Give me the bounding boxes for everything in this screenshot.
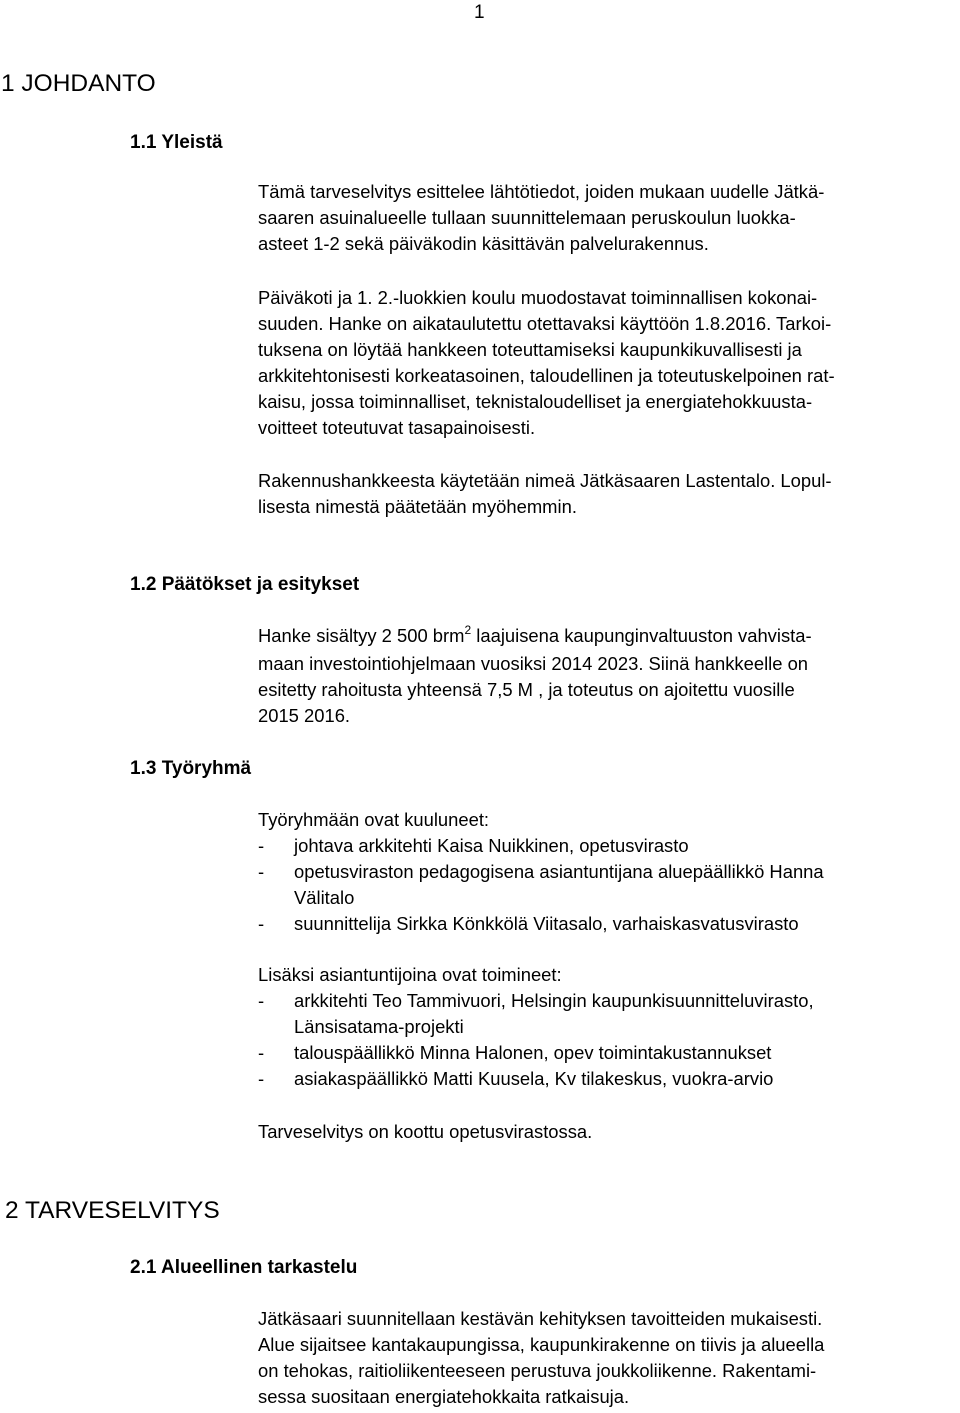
- dash-bullet: -: [258, 1042, 265, 1063]
- text-line: [258, 623, 812, 651]
- dash-bullet: -: [258, 913, 265, 934]
- list-item-text: arkkitehti Teo Tammivuori, Helsingin kaupunkisuunnitteluvirasto,: [294, 990, 814, 1011]
- paragraph-asiantuntijat-intro: Lisäksi asiantuntijoina ovat toimineet:: [258, 964, 562, 985]
- list-item: [258, 1040, 814, 1066]
- text-line: suuden. Hanke on aikataulutettu otettavaksi käyttöön 1.8.2016. Tarkoi-: [258, 313, 832, 334]
- paragraph-paatokset: [258, 623, 812, 729]
- text-line: maan investointiohjelmaan vuosiksi 2014 2023. Siinä hankkeelle on: [258, 653, 809, 674]
- text-line: kaisu, jossa toiminnalliset, teknistaloudelliset ja energiatehokkuusta-: [258, 391, 813, 412]
- list-item-text: johtava arkkitehti Kaisa Nuikkinen, opetusvirasto: [294, 835, 689, 856]
- superscript: 2: [464, 623, 472, 637]
- list-item-text: suunnittelija Sirkka Könkkölä Viitasalo, varhaiskasvatusvirasto: [294, 913, 799, 934]
- heading-johdanto: 1 JOHDANTO: [1, 70, 156, 97]
- heading-tyoryhma: 1.3 Työryhmä: [130, 758, 252, 779]
- text-line: 2015 2016.: [258, 705, 351, 726]
- text-line: lisesta nimestä päätetään myöhemmin.: [258, 496, 577, 517]
- list-item: [258, 988, 814, 1014]
- list-item-continuation: [258, 885, 824, 911]
- paragraph-alueellinen: [258, 1306, 824, 1410]
- paragraph-tyoryhma-intro: Työryhmään ovat kuuluneet:: [258, 809, 490, 830]
- list-item-text: opetusviraston pedagogisena asiantuntijana aluepäällikkö Hanna: [294, 861, 824, 882]
- paragraph-closing: Tarveselvitys on koottu opetusvirastossa.: [258, 1121, 593, 1142]
- list-item-continuation: [258, 1014, 814, 1040]
- text-line: sessa suositaan energiatehokkaita ratkaisuja.: [258, 1386, 630, 1407]
- text-line: Päiväkoti ja 1. 2.-luokkien koulu muodostavat toiminnallisen kokonai-: [258, 287, 818, 308]
- text-line: on tehokas, raitioliikenteeseen perustuva joukkoliikenne. Rakentami-: [258, 1360, 817, 1381]
- dash-bullet: -: [258, 1068, 265, 1089]
- members-list: [258, 833, 824, 937]
- list-item: [258, 1066, 814, 1092]
- paragraph-yleista-3: [258, 468, 832, 520]
- text-line: Jätkäsaari suunnitellaan kestävän kehityksen tavoitteiden mukaisesti.: [258, 1308, 823, 1329]
- list-item-text: asiakaspäällikkö Matti Kuusela, Kv tilakeskus, vuokra-arvio: [294, 1068, 774, 1089]
- heading-yleista: 1.1 Yleistä: [130, 132, 223, 153]
- text-line: tuksena on löytää hankkeen toteuttamiseksi kaupunkikuvallisesti ja: [258, 339, 802, 360]
- heading-paatokset: 1.2 Päätökset ja esitykset: [130, 574, 360, 595]
- paragraph-yleista-2: [258, 285, 835, 441]
- text-fragment: laajuisena kaupunginvaltuuston vahvista-: [471, 625, 812, 646]
- text-line: saaren asuinalueelle tullaan suunnittelemaan peruskoulun luokka-: [258, 207, 796, 228]
- list-item: [258, 911, 824, 937]
- text-line: asteet 1-2 sekä päiväkodin käsittävän palvelurakennus.: [258, 233, 709, 254]
- list-item: [258, 859, 824, 885]
- text-fragment: Hanke sisältyy 2 500 brm: [258, 625, 465, 646]
- list-item-text: Länsisatama-projekti: [294, 1016, 464, 1037]
- list-item-text: Välitalo: [294, 887, 355, 908]
- dash-bullet: -: [258, 835, 265, 856]
- text-line: Alue sijaitsee kantakaupungissa, kaupunkirakenne on tiivis ja alueella: [258, 1334, 825, 1355]
- experts-list: [258, 988, 814, 1092]
- list-item: [258, 833, 824, 859]
- page-number: 1: [474, 2, 485, 23]
- heading-tarveselvitys: 2 TARVESELVITYS: [5, 1197, 220, 1224]
- dash-bullet: -: [258, 990, 265, 1011]
- text-line: Rakennushankkeesta käytetään nimeä Jätkäsaaren Lastentalo. Lopul-: [258, 470, 832, 491]
- text-line: Tämä tarveselvitys esittelee lähtötiedot, joiden mukaan uudelle Jätkä-: [258, 181, 825, 202]
- text-line: voitteet toteutuvat tasapainoisesti.: [258, 417, 536, 438]
- paragraph-yleista-1: [258, 179, 824, 257]
- list-item-text: talouspäällikkö Minna Halonen, opev toimintakustannukset: [294, 1042, 772, 1063]
- text-line: esitetty rahoitusta yhteensä 7,5 M , ja toteutus on ajoitettu vuosille: [258, 679, 795, 700]
- text-line: arkkitehtonisesti korkeatasoinen, taloudellinen ja toteutuskelpoinen rat-: [258, 365, 835, 386]
- heading-alueellinen-tarkastelu: 2.1 Alueellinen tarkastelu: [130, 1257, 358, 1278]
- dash-bullet: -: [258, 861, 265, 882]
